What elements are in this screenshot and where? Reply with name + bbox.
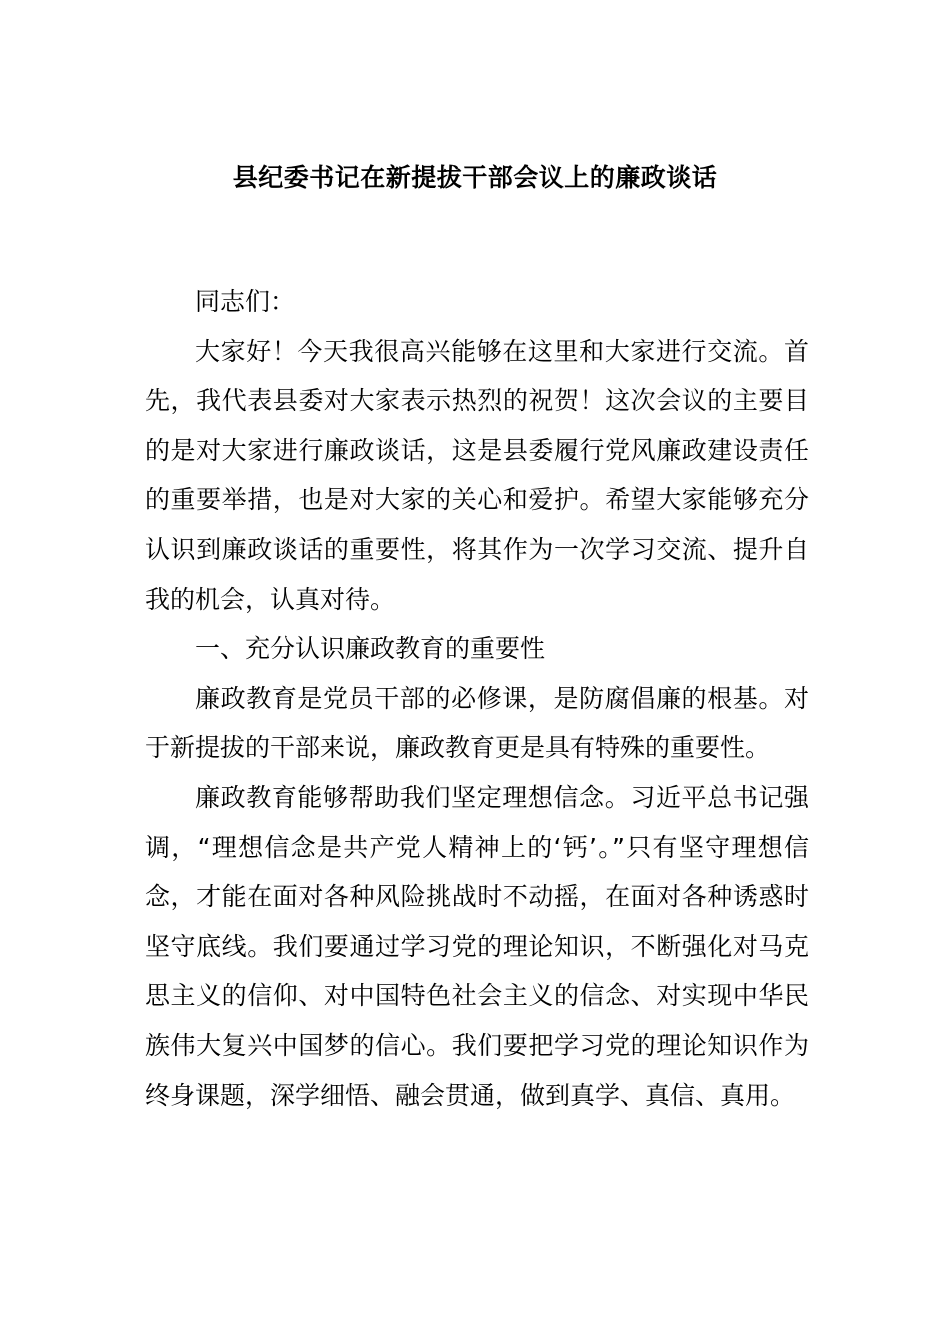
section-heading: 一、充分认识廉政教育的重要性 [195, 634, 546, 664]
document-title: 县纪委书记在新提拔干部会议上的廉政谈话 [232, 163, 718, 192]
opening-paragraph: 大家好！今天我很高兴能够在这里和大家进行交流。首先，我代表县委对大家表示热烈的祝贺！这次会议的主要目的是对大家进行廉政谈话，这是县委履行党风廉政建设责任的重要举措，也是对大家的关心和爱护。希望大家能够充分认识到廉政谈话的重要性，将其作为一次学习交流、提升自我的机会，认真对待。 [145, 336, 809, 614]
body-paragraph: 廉政教育能够帮助我们坚定理想信念。习近平总书记强调，“理想信念是共产党人精神上的‘钙’。”只有坚守理想信念，才能在面对各种风险挑战时不动摇，在面对各种诱惑时坚守底线。我们要通过学习党的理论知识，不断强化对马克思主义的信仰、对中国特色社会主义的信念、对实现中华民族伟大复兴中国梦的信心。我们要把学习党的理论知识作为终身课题，深学细悟、融会贯通，做到真学、真信、真用。 [145, 782, 809, 1110]
document-body [145, 277, 809, 1120]
body-paragraph: 廉政教育是党员干部的必修课，是防腐倡廉的根基。对于新提拔的干部来说，廉政教育更是具有特殊的重要性。 [145, 683, 809, 763]
salutation-paragraph: 同志们： [195, 287, 296, 316]
